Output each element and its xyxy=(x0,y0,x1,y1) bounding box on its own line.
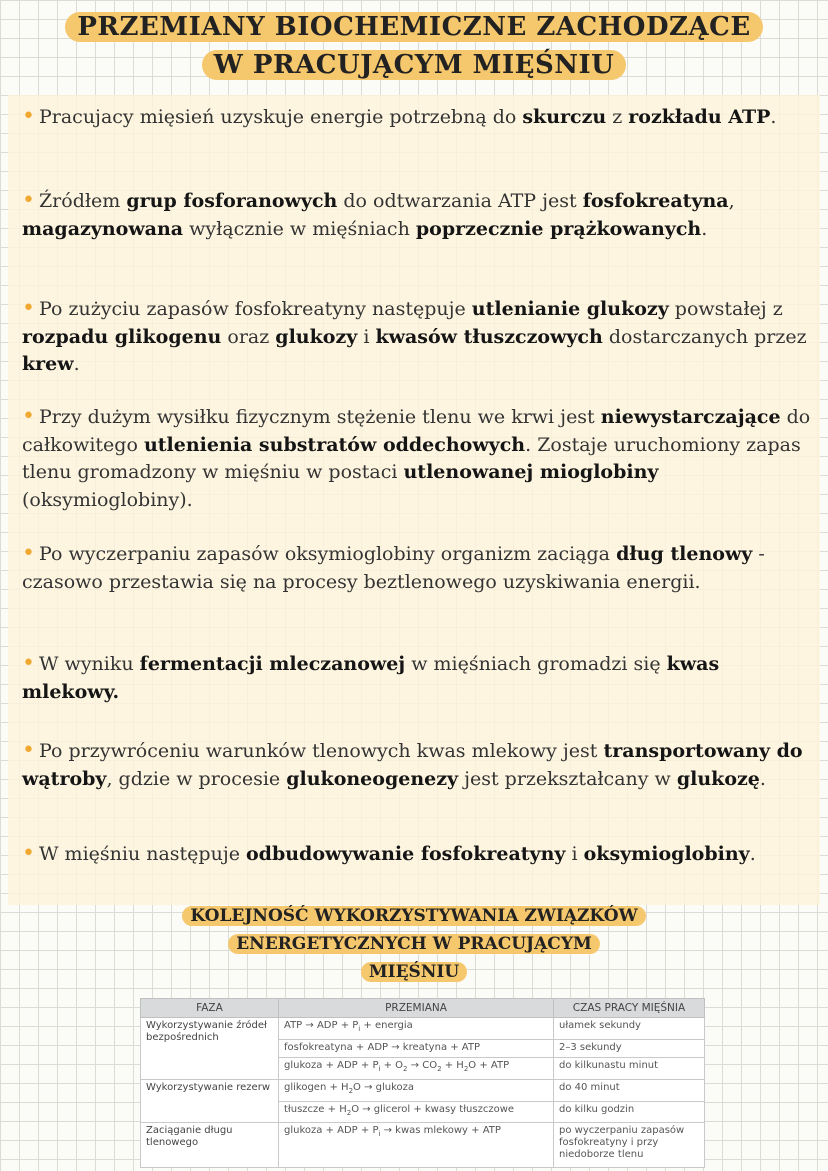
bold-term: rozpadu glikogenu xyxy=(22,325,222,348)
time-cell: do kilkunastu minut xyxy=(554,1058,705,1080)
bullet-dot-icon: • xyxy=(22,188,35,213)
table-header-row xyxy=(141,999,705,1018)
text-run: Przy dużym wysiłku fizycznym stężenie tlenu we krwi jest xyxy=(38,406,601,428)
text-run: W wyniku xyxy=(38,653,140,675)
text-run: . xyxy=(770,106,777,128)
bold-term: transportowany do wątroby xyxy=(22,740,803,790)
text-run: z xyxy=(606,106,629,128)
text-run: do odtwarzania ATP jest xyxy=(337,190,583,212)
text-run: . xyxy=(73,353,80,375)
process-cell: fosfokreatyna + ADP → kreatyna + ATP xyxy=(279,1039,554,1057)
bold-term: kwas mlekowy. xyxy=(22,653,720,703)
text-run: Źródłem xyxy=(38,190,127,212)
text-run: oraz xyxy=(221,325,276,348)
time-cell: do 40 minut xyxy=(554,1079,705,1101)
process-cell: glukoza + ADP + $P_i$ → kwas mlekowy + ATP xyxy=(279,1123,554,1168)
bullet-8 xyxy=(22,840,812,869)
bullet-3 xyxy=(22,295,812,379)
text-run: i xyxy=(565,843,584,865)
bold-term: dług tlenowy xyxy=(616,543,753,565)
header-phase: FAZA xyxy=(141,999,279,1018)
bold-term: utlenienia substratów oddechowych xyxy=(143,433,526,456)
bullet-dot-icon: • xyxy=(22,841,35,866)
text-run: powstałej z xyxy=(668,298,783,320)
bold-term: kwasów tłuszczowych xyxy=(375,325,603,348)
bold-term: fosfokreatyna xyxy=(582,190,729,212)
text-run: , xyxy=(728,190,735,212)
text-run: , gdzie w procesie xyxy=(106,767,287,790)
text-run: . xyxy=(701,217,708,240)
text-run: dostarczanych przez xyxy=(602,325,807,348)
table-row xyxy=(141,1123,705,1168)
text-run: . Zostaje uruchomiony zapas tlenu gromadzony w mięśniu w postaci xyxy=(22,433,801,483)
bold-term: glukoneogenezy xyxy=(286,767,459,790)
text-run: do całkowitego xyxy=(22,406,811,456)
table-row xyxy=(141,1018,705,1040)
bold-term: magazynowana xyxy=(22,217,184,240)
bullet-7 xyxy=(22,737,812,793)
time-cell: po wyczerpaniu zapasów fosfokreatyny i przy niedoborze tlenu xyxy=(554,1123,705,1168)
text-run: . xyxy=(749,843,756,865)
process-cell: glikogen + $H_2O$ → glukoza xyxy=(279,1079,554,1101)
bullet-dot-icon: • xyxy=(22,296,35,321)
bullet-4 xyxy=(22,403,812,514)
header-process: PRZEMIANA xyxy=(279,999,554,1018)
text-run: wyłącznie w mięśniach xyxy=(183,217,416,240)
energy-table xyxy=(140,998,705,1168)
table-heading-line-2: ENERGETYCZNYCH W PRACUJĄCYM xyxy=(228,934,600,954)
header-time: CZAS PRACY MIĘŚNIA xyxy=(554,999,705,1018)
bold-term: utlenianie glukozy xyxy=(471,298,669,320)
bullet-dot-icon: • xyxy=(22,104,35,129)
bold-term: oksymioglobiny xyxy=(583,843,750,865)
table-row xyxy=(141,1079,705,1101)
bold-term: rozkładu ATP xyxy=(628,106,771,128)
text-run: Po zużyciu zapasów fosfokreatyny następuje xyxy=(38,298,472,320)
text-run: w mięśniach gromadzi się xyxy=(405,653,667,675)
text-run: (oksymioglobiny). xyxy=(22,488,193,511)
process-cell: tłuszcze + $H_2O$ → glicerol + kwasy tłuszczowe xyxy=(279,1101,554,1123)
bullet-dot-icon: • xyxy=(22,404,35,429)
text-run: Pracujacy mięsień uzyskuje energie potrzebną do xyxy=(38,106,523,128)
phase-cell: Wykorzystywanie rezerw xyxy=(141,1079,279,1122)
table-heading xyxy=(0,902,828,986)
time-cell: ułamek sekundy xyxy=(554,1018,705,1040)
bold-term: glukozy xyxy=(275,325,358,348)
bullet-5 xyxy=(22,540,812,596)
bullet-6 xyxy=(22,650,812,706)
text-run: W mięśniu następuje xyxy=(38,843,246,865)
text-run: - czasowo przestawia się na procesy beztlenowego uzyskiwania energii. xyxy=(22,543,765,593)
bold-term: krew xyxy=(22,353,74,375)
title-line-1: PRZEMIANY BIOCHEMICZNE ZACHODZĄCE xyxy=(65,12,762,42)
bullet-dot-icon: • xyxy=(22,651,35,676)
bullet-dot-icon: • xyxy=(22,738,35,763)
process-cell: glukoza + ADP + $P_i + O_2 \to CO_2 + H_2O$ + ATP xyxy=(279,1058,554,1080)
text-run: Po wyczerpaniu zapasów oksymioglobiny organizm zaciąga xyxy=(38,543,617,565)
phase-cell: Zaciąganie długu tlenowego xyxy=(141,1123,279,1168)
text-run: . xyxy=(759,767,766,790)
energy-table-container xyxy=(140,998,704,1168)
bold-term: niewystarczające xyxy=(600,406,781,428)
time-cell: do kilku godzin xyxy=(554,1101,705,1123)
bold-term: skurczu xyxy=(522,106,607,128)
bullet-2 xyxy=(22,187,812,243)
page-title xyxy=(0,8,828,84)
bold-term: utlenowanej mioglobiny xyxy=(403,461,659,483)
bullet-1 xyxy=(22,103,812,132)
bold-term: odbudowywanie fosfokreatyny xyxy=(246,843,566,865)
bullet-dot-icon: • xyxy=(22,541,35,566)
text-run: i xyxy=(357,325,376,348)
text-run: Po przywróceniu warunków tlenowych kwas mlekowy jest xyxy=(38,740,604,762)
time-cell: 2–3 sekundy xyxy=(554,1039,705,1057)
bold-term: poprzecznie prążkowanych xyxy=(415,217,702,240)
title-line-2: W PRACUJĄCYM MIĘŚNIU xyxy=(202,50,627,80)
phase-cell: Wykorzystywanie źródeł bezpośrednich xyxy=(141,1018,279,1080)
bold-term: fermentacji mleczanowej xyxy=(139,653,406,675)
table-heading-line-1: KOLEJNOŚĆ WYKORZYSTYWANIA ZWIĄZKÓW xyxy=(182,906,645,926)
text-run: jest przekształcany w xyxy=(458,767,677,790)
notes-panel xyxy=(8,95,820,905)
bold-term: glukozę xyxy=(676,767,760,790)
process-cell: ATP → ADP + $P_i$ + energia xyxy=(279,1018,554,1040)
table-heading-line-3: MIĘŚNIU xyxy=(361,962,467,982)
bold-term: grup fosforanowych xyxy=(126,190,338,212)
